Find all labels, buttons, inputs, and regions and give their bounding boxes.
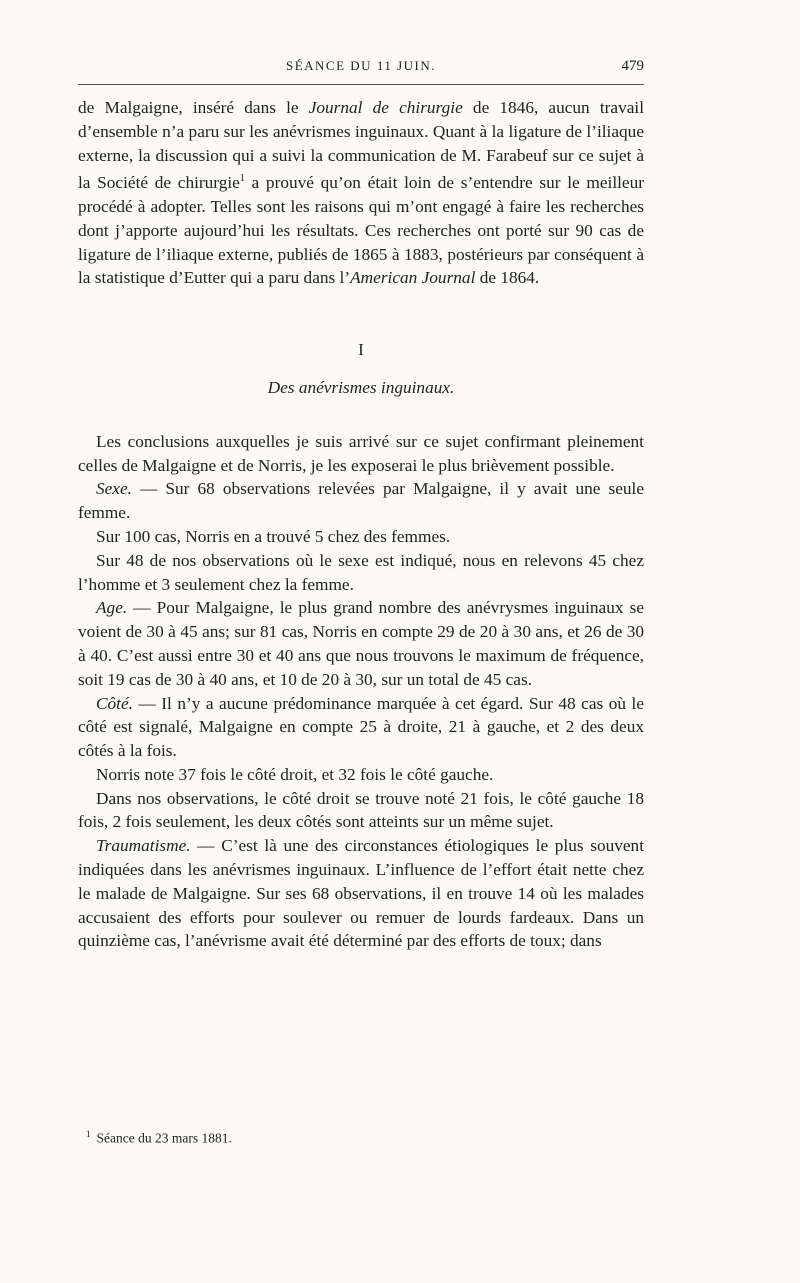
- footnote: [86, 1125, 626, 1148]
- nos-observations-paragraph: Dans nos observations, le côté droit se trouve noté 21 fois, le côté gauche 18 fois, 2 fois seulement, les deux côtés sont atteints sur un même sujet.: [78, 788, 644, 832]
- page-number: 479: [621, 58, 644, 74]
- intro-text-a: de Malgaigne, inséré dans le: [78, 98, 309, 117]
- intro-text-d: de 1864.: [475, 268, 540, 288]
- traumatisme-label: Traumatisme.: [96, 836, 191, 856]
- traumatisme-paragraph: [78, 834, 644, 953]
- running-head: [78, 58, 644, 84]
- footnote-text: Séance du 23 mars 1881.: [96, 1130, 232, 1146]
- intro-text-c: a prouvé qu’on était loin de s’entendre sur le meilleur procédé à adopter. Telles sont les raisons qui m’ont engagé à faire les recherches dont j’apporte aujourd’hui les résultats. Ces recherches ont porté sur 90 cas de ligature de l’iliaque externe, publiés de 1865 à 1883, postérieurs par conséquent à la statistique d’Eutter qui a paru dans l’: [78, 173, 644, 288]
- traumatisme-text: — C’est là une des circonstances étiologiques le plus souvent indiquées dans les anévrismes inguinaux. L’influence de l’effort était nette chez le malade de Malgaigne. Sur ses 68 observations, il en trouve 14 où les malades accusaient des efforts pour soulever ou remuer de lourds fardeaux. Dans un quinzième cas, l’anévrisme avait été déterminé par des efforts de toux; dans: [78, 836, 644, 951]
- norris-100-paragraph: Sur 100 cas, Norris en a trouvé 5 chez des femmes.: [96, 526, 451, 546]
- footnote-ref: 1: [239, 173, 245, 185]
- age-label: Age.: [96, 598, 128, 618]
- footnote-mark: 1: [86, 1129, 91, 1139]
- cote-paragraph: [78, 692, 644, 763]
- journal-title: Journal de chirurgie: [308, 98, 463, 117]
- obs-48-paragraph: Sur 48 de nos observations où le sexe est indiqué, nous en relevons 45 chez l’homme et 3 seulement chez la femme.: [78, 550, 644, 594]
- running-title: SÉANCE DU 11 JUIN.: [285, 58, 437, 73]
- header-rule: [78, 84, 644, 85]
- norris-cote-paragraph: Norris note 37 fois le côté droit, et 32 fois le côté gauche.: [96, 764, 494, 784]
- section-title: Des anévrismes inguinaux.: [267, 377, 455, 397]
- cote-text: — Il n’y a aucune prédominance marquée à cet égard. Sur 48 cas où le côté est signalé, Malgaigne en compte 25 à droite, 21 à gauche, et 2 des deux côtés à la fois.: [78, 693, 644, 761]
- age-text: — Pour Malgaigne, le plus grand nombre des anévrysmes inguinaux se voient de 30 à 45 ans; sur 81 cas, Norris en compte 29 de 20 à 30 ans, et 26 de 30 à 40. C’est aussi entre 30 et 40 ans que nous trouvons le maximum de fréquence, soit 19 cas de 30 à 40 ans, et 10 de 20 à 30, sur un total de 45 cas.: [78, 598, 644, 689]
- sexe-paragraph: [78, 477, 644, 525]
- section-number: I: [358, 340, 364, 360]
- sexe-label: Sexe.: [96, 479, 132, 499]
- intro-paragraph: [78, 96, 644, 290]
- conclusions-paragraph: Les conclusions auxquelles je suis arrivé sur ce sujet confirmant pleinement celles de Malgaigne et de Norris, je les exposerai le plus brièvement possible.: [78, 431, 644, 475]
- american-journal-title: American Journal: [350, 268, 476, 288]
- age-paragraph: [78, 596, 644, 691]
- body-text: [78, 96, 644, 953]
- intro-text-b: de 1846, aucun travail d’ensemble n’a paru sur les anévrismes inguinaux. Quant à la ligature de l’iliaque externe, la discussion qui a suivi la communication de M. Farabeuf sur ce sujet à la Société de chirurgie: [78, 98, 644, 193]
- cote-label: Côté.: [96, 693, 133, 713]
- sexe-text: — Sur 68 observations relevées par Malgaigne, il y avait une seule femme.: [78, 479, 644, 523]
